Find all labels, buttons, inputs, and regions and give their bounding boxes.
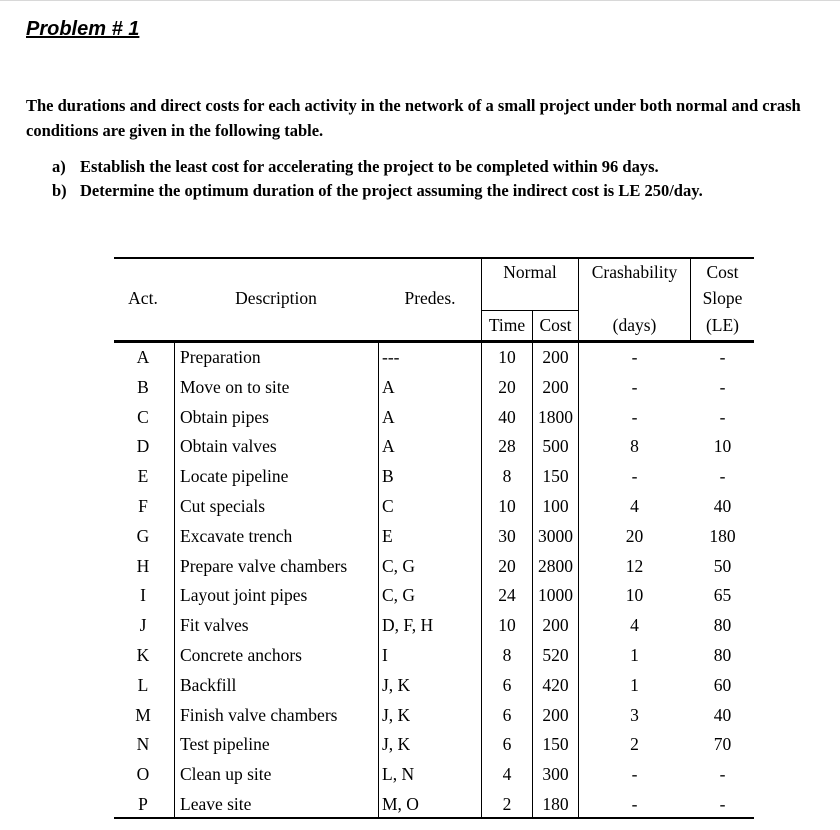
- cell-act: C: [137, 406, 149, 427]
- cell-act: G: [136, 525, 150, 546]
- cell-time: 8: [502, 645, 512, 665]
- cell-predecessors: C: [382, 496, 394, 516]
- cell-cost-slope: 70: [713, 734, 732, 755]
- part-b: [52, 179, 840, 203]
- cell-cost-slope: -: [719, 406, 726, 427]
- cell-predecessors: D, F, H: [382, 615, 434, 636]
- cell-predecessors: J, K: [382, 704, 411, 725]
- activity-table: [114, 257, 754, 819]
- header-crashability: Crashability: [591, 262, 678, 282]
- cell-act: L: [137, 674, 149, 695]
- cell-crashability: 10: [625, 585, 644, 606]
- header-description: Description: [235, 288, 317, 308]
- cell-act: J: [139, 615, 147, 636]
- cell-cost: 2800: [538, 555, 573, 576]
- header-normal: Normal: [503, 262, 557, 282]
- header-act: Act.: [128, 288, 158, 308]
- cell-cost: 420: [542, 674, 569, 695]
- cell-cost: 500: [542, 436, 569, 457]
- cell-time: 30: [498, 525, 516, 546]
- cell-time: 28: [498, 436, 516, 457]
- part-a: [52, 155, 840, 179]
- cell-act: E: [137, 466, 149, 487]
- table-rule-desc: [378, 343, 379, 817]
- cell-cost: 520: [542, 645, 569, 665]
- cell-description: Prepare valve chambers: [180, 555, 348, 576]
- cell-cost-slope: -: [719, 764, 726, 785]
- cell-crashability: -: [631, 406, 638, 427]
- cell-cost: 300: [542, 764, 569, 785]
- cell-predecessors: J, K: [382, 674, 411, 695]
- cell-cost-slope: 50: [713, 555, 732, 576]
- cell-act: B: [137, 376, 149, 397]
- cell-description: Obtain valves: [180, 436, 277, 457]
- cell-predecessors: B: [382, 466, 394, 487]
- header-slope-line3: (LE): [705, 315, 740, 335]
- cell-cost-slope: 40: [713, 704, 732, 725]
- cell-cost-slope: 80: [713, 615, 732, 636]
- cell-time: 10: [498, 496, 516, 516]
- cell-crashability: 1: [630, 645, 639, 665]
- cell-cost-slope: 10: [713, 436, 732, 457]
- cell-cost: 200: [542, 704, 569, 725]
- cell-time: 10: [498, 347, 516, 367]
- cell-crashability: 3: [630, 704, 639, 725]
- cell-time: 6: [502, 704, 512, 725]
- cell-crashability: -: [631, 794, 638, 814]
- cell-crashability: 1: [630, 674, 639, 695]
- cell-crashability: -: [631, 764, 638, 785]
- cell-predecessors: A: [382, 406, 395, 427]
- cell-cost-slope: -: [719, 794, 726, 814]
- cell-crashability: 2: [630, 734, 639, 755]
- cell-act: M: [135, 704, 151, 725]
- cell-predecessors: E: [382, 525, 393, 546]
- cell-description: Leave site: [180, 794, 252, 814]
- cell-cost-slope: 40: [713, 496, 732, 516]
- cell-act: N: [136, 734, 150, 755]
- cell-crashability: 12: [625, 555, 644, 576]
- header-cost: Cost: [539, 315, 572, 335]
- cell-description: Layout joint pipes: [180, 585, 308, 606]
- cell-description: Finish valve chambers: [180, 704, 338, 725]
- cell-cost: 200: [542, 615, 569, 636]
- cell-description: Clean up site: [180, 764, 272, 785]
- cell-act: A: [136, 347, 150, 367]
- table-top-rule: [114, 257, 754, 259]
- cell-crashability: -: [631, 347, 638, 367]
- cell-predecessors: M, O: [382, 794, 419, 814]
- cell-description: Obtain pipes: [180, 406, 269, 427]
- cell-crashability: -: [631, 466, 638, 487]
- problem-parts: [52, 155, 840, 203]
- cell-description: Backfill: [180, 674, 237, 695]
- cell-time: 20: [498, 555, 516, 576]
- cell-cost: 1800: [538, 406, 573, 427]
- cell-time: 2: [502, 794, 512, 814]
- cell-act: K: [136, 645, 150, 665]
- cell-description: Cut specials: [180, 496, 266, 516]
- header-predes: Predes.: [404, 288, 456, 308]
- cell-predecessors: ---: [382, 347, 400, 367]
- cell-time: 20: [498, 376, 516, 397]
- cell-act: D: [136, 436, 150, 457]
- cell-crashability: -: [631, 376, 638, 397]
- part-b-label: b): [52, 181, 67, 200]
- cell-cost-slope: -: [719, 376, 726, 397]
- cell-description: Fit valves: [180, 615, 249, 636]
- part-a-label: a): [52, 157, 66, 176]
- cell-cost: 3000: [538, 525, 573, 546]
- cell-act: O: [136, 764, 150, 785]
- cell-description: Locate pipeline: [180, 466, 289, 487]
- table-rule-act: [174, 343, 175, 817]
- header-time: Time: [488, 315, 526, 335]
- cell-cost: 150: [542, 734, 569, 755]
- part-a-text: Establish the least cost for accelerating the project to be completed within 96 days.: [80, 157, 659, 176]
- cell-description: Test pipeline: [180, 734, 270, 755]
- cell-time: 8: [502, 466, 512, 487]
- cell-predecessors: C, G: [382, 555, 416, 576]
- cell-cost: 200: [542, 347, 569, 367]
- cell-predecessors: A: [382, 436, 395, 457]
- cell-description: Excavate trench: [180, 525, 293, 546]
- cell-cost: 100: [542, 496, 569, 516]
- cell-description: Concrete anchors: [180, 645, 302, 665]
- cell-cost: 1000: [538, 585, 573, 606]
- table-normal-subrule: [481, 310, 579, 311]
- cell-time: 24: [498, 585, 516, 606]
- cell-time: 6: [502, 674, 512, 695]
- header-crash-unit: (days): [612, 315, 657, 335]
- cell-cost: 150: [542, 466, 569, 487]
- cell-predecessors: L, N: [382, 764, 415, 785]
- cell-time: 4: [502, 764, 512, 785]
- cell-time: 10: [498, 615, 516, 636]
- cell-act: I: [140, 585, 146, 606]
- cell-description: Preparation: [180, 347, 261, 367]
- cell-cost: 180: [542, 794, 569, 814]
- header-slope-line1: Cost: [706, 262, 739, 282]
- problem-heading: Problem # 1: [26, 18, 140, 40]
- cell-cost-slope: -: [719, 347, 726, 367]
- cell-predecessors: C, G: [382, 585, 416, 606]
- cell-predecessors: I: [382, 645, 388, 665]
- cell-cost-slope: 60: [713, 674, 732, 695]
- header-slope-line2: Slope: [702, 288, 743, 308]
- cell-act: F: [138, 496, 148, 516]
- cell-act: H: [136, 555, 150, 576]
- cell-time: 6: [502, 734, 512, 755]
- table-header-rule: [114, 340, 754, 343]
- cell-cost-slope: -: [719, 466, 726, 487]
- cell-cost-slope: 180: [709, 525, 736, 546]
- cell-act: P: [138, 794, 148, 814]
- cell-predecessors: A: [382, 376, 395, 397]
- cell-crashability: 8: [630, 436, 639, 457]
- cell-time: 40: [498, 406, 516, 427]
- cell-cost: 200: [542, 376, 569, 397]
- table-bottom-rule: [114, 817, 754, 819]
- cell-cost-slope: 65: [713, 585, 732, 606]
- cell-crashability: 20: [625, 525, 644, 546]
- cell-predecessors: J, K: [382, 734, 411, 755]
- problem-statement: The durations and direct costs for each activity in the network of a small project under both normal and crash conditions are given in the following table.: [26, 96, 801, 140]
- cell-description: Move on to site: [180, 376, 290, 397]
- top-divider: [0, 0, 840, 1]
- part-b-text: Determine the optimum duration of the project assuming the indirect cost is LE 250/day.: [80, 181, 703, 200]
- cell-crashability: 4: [630, 496, 639, 516]
- cell-cost-slope: 80: [713, 645, 732, 665]
- cell-crashability: 4: [630, 615, 639, 636]
